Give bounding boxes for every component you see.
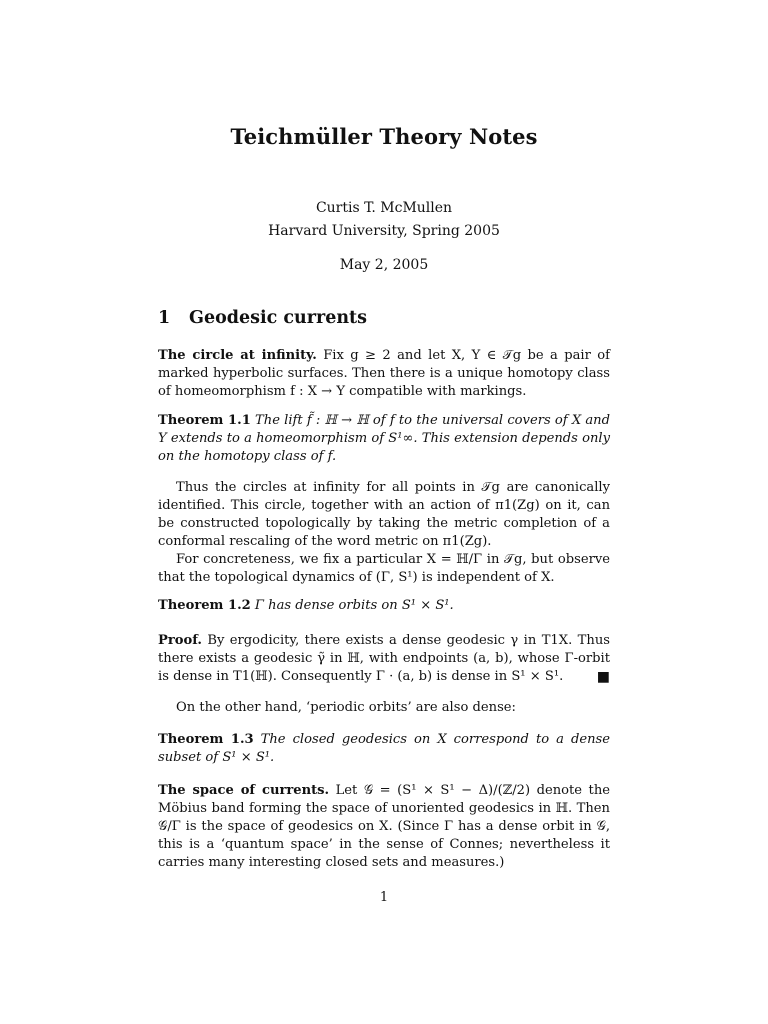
theorem-1-1 bbox=[158, 412, 610, 466]
theorem-text: The closed geodesics on X correspond to a dense subset of S¹ × S¹. bbox=[158, 732, 610, 765]
theorem-1-3 bbox=[158, 731, 610, 767]
paragraph-text: Fix g ≥ 2 and let X, Y ∈ 𝒯g be a pair of marked hyperbolic surfaces. Then there is a unique homotopy class of homeomorphism f : X → Y compatible with markings. bbox=[158, 348, 610, 399]
paragraph-text: Thus the circles at infinity for all points in 𝒯g are canonically identified. This circle, together with an action of π1(Zg) on it, can be constructed topologically by taking the metric completion of a conformal rescaling of the word metric on π1(Zg). bbox=[158, 480, 610, 549]
section-title: Geodesic currents bbox=[189, 308, 367, 328]
section-number: 1 bbox=[158, 308, 171, 328]
proof bbox=[158, 632, 610, 686]
paragraph-text: On the other hand, ‘periodic orbits’ are also dense: bbox=[176, 700, 516, 715]
author: Curtis T. McMullen bbox=[315, 200, 453, 216]
paragraph-other-hand bbox=[158, 699, 610, 717]
affiliation: Harvard University, Spring 2005 bbox=[268, 223, 500, 239]
qed-symbol: ■ bbox=[596, 669, 610, 685]
theorem-label: Theorem 1.2 bbox=[158, 598, 251, 613]
theorem-label: Theorem 1.1 bbox=[158, 413, 251, 428]
page-number: 1 bbox=[379, 890, 389, 905]
section-heading bbox=[158, 308, 610, 328]
theorem-text: The lift f̃ : ℍ → ℍ of f to the universal covers of X and Y extends to a homeomorphism of S¹∞. This extension depends only on the homotopy class of f. bbox=[158, 413, 610, 464]
theorem-label: Theorem 1.3 bbox=[158, 732, 254, 747]
theorem-1-2 bbox=[158, 597, 610, 615]
proof-label: Proof. bbox=[158, 633, 202, 648]
paragraph-thus bbox=[158, 479, 610, 587]
date: May 2, 2005 bbox=[339, 257, 429, 273]
proof-text: By ergodicity, there exists a dense geodesic γ in T1X. Thus there exists a geodesic γ̃ in ℍ, with endpoints (a, b), whose Γ-orbit is dense in T1(ℍ). Consequently Γ · (a, b) is dense in S¹ × S¹. bbox=[158, 633, 610, 684]
theorem-text: Γ has dense orbits on S¹ × S¹. bbox=[254, 598, 454, 613]
paragraph-circle-at-infinity bbox=[158, 347, 610, 401]
paragraph-concreteness: For concreteness, we fix a particular X = ℍ/Γ in 𝒯g, but observe that the topological dynamics of (Γ, S¹) is independent of X. bbox=[158, 552, 610, 585]
paragraph-space-of-currents bbox=[158, 782, 610, 872]
paragraph-heading: The space of currents. bbox=[158, 783, 330, 798]
paragraph-heading: The circle at infinity. bbox=[158, 348, 317, 363]
paper-title: Teichmüller Theory Notes bbox=[230, 124, 538, 149]
paragraph-text: Let 𝒢 = (S¹ × S¹ − Δ)/(ℤ/2) denote the Möbius band forming the space of unoriented geodesics in ℍ. Then 𝒢/Γ is the space of geodesics on X. (Since Γ has a dense orbit in 𝒢, this is a ‘quantum space’ in the sense of Connes; nevertheless it carries many interesting closed sets and measures.) bbox=[158, 783, 611, 870]
